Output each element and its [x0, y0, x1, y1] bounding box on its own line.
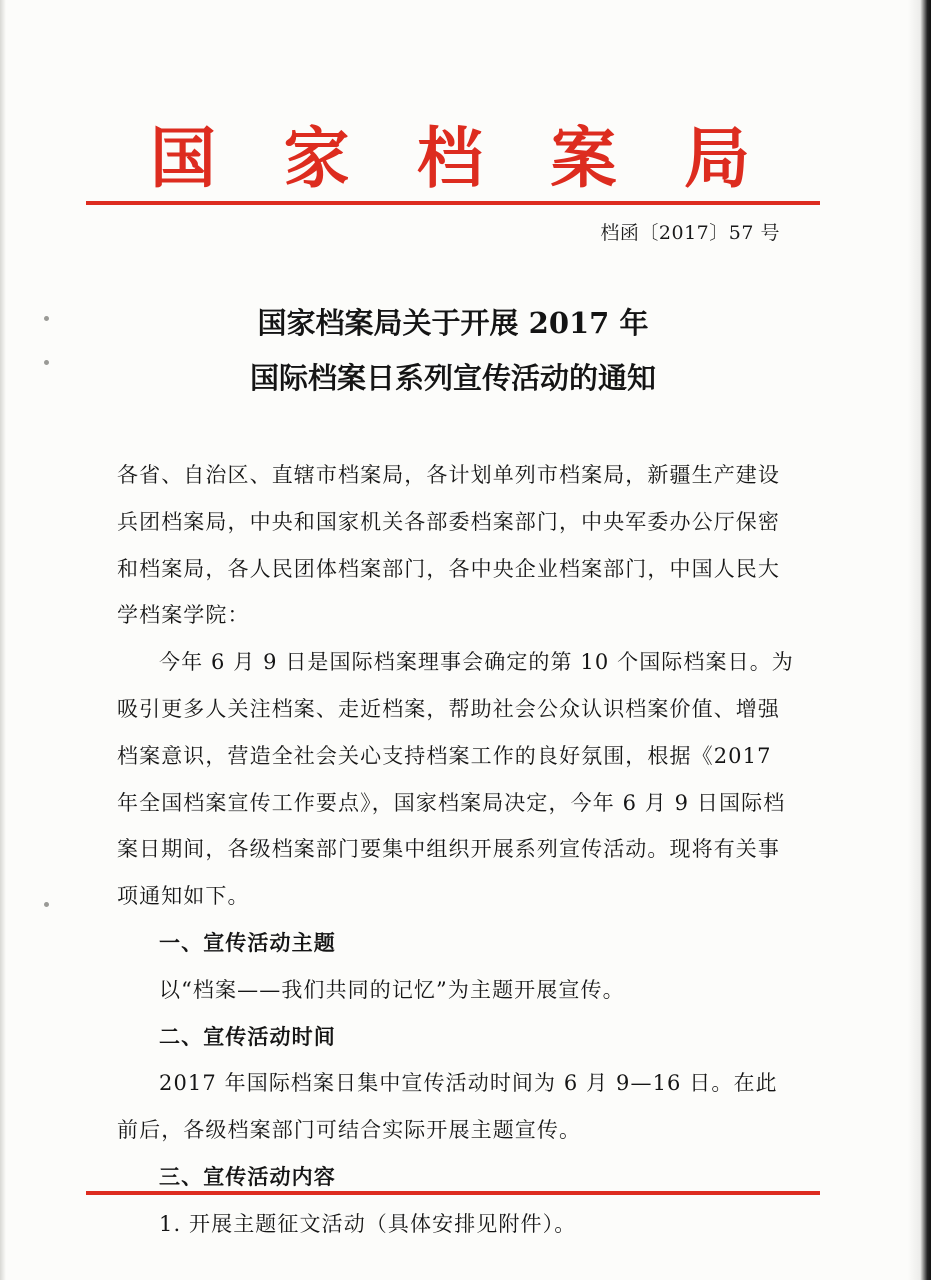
section-heading: 一、宣传活动主题	[159, 929, 336, 955]
scan-right-edge	[907, 0, 931, 1280]
title-line-1: 国家档案局关于开展 2017 年	[257, 306, 649, 340]
header-char: 案	[550, 119, 617, 197]
binding-hole	[44, 360, 49, 365]
document-body	[117, 452, 797, 1248]
binding-hole	[44, 902, 49, 907]
issuing-authority-header	[150, 118, 750, 198]
header-red-rule	[86, 201, 820, 205]
section-paragraph: 2017 年国际档案日集中宣传活动时间为 6 月 9—16 日。在此前后，各级档案部门可结合实际开展主题宣传。	[117, 1071, 778, 1143]
list-item: 1. 开展主题征文活动（具体安排见附件）。	[159, 1211, 577, 1236]
intro-paragraph: 今年 6 月 9 日是国际档案理事会确定的第 10 个国际档案日。为吸引更多人关注档案、走近档案，帮助社会公众认识档案价值、增强档案意识，营造全社会关心支持档案工作的良好氛围，根据《2017 年全国档案宣传工作要点》，国家档案局决定，今年 6 月 9 日国际档案日期间，各级档案部门要集中组织开展系列宣传活动。现将有关事项通知如下。	[117, 650, 794, 909]
document-number: 档函〔2017〕57 号	[600, 222, 780, 244]
header-char: 家	[283, 119, 350, 197]
footer-red-rule	[86, 1191, 820, 1195]
header-char: 档	[417, 119, 483, 197]
section-heading: 二、宣传活动时间	[159, 1023, 336, 1049]
document-title	[86, 296, 820, 406]
addressee-paragraph: 各省、自治区、直辖市档案局，各计划单列市档案局，新疆生产建设兵团档案局，中央和国家机关各部委档案部门，中央军委办公厅保密和档案局，各人民团体档案部门，各中央企业档案部门，中国人民大学档案学院：	[117, 463, 780, 628]
section-heading: 三、宣传活动内容	[159, 1163, 336, 1189]
section-paragraph: 以“档案——我们共同的记忆”为主题开展宣传。	[159, 977, 625, 1002]
title-line-2: 国际档案日系列宣传活动的通知	[249, 361, 656, 395]
header-char: 国	[150, 119, 216, 197]
header-char: 局	[684, 119, 750, 197]
binding-hole	[44, 316, 49, 321]
paper-left-edge	[0, 0, 6, 1280]
